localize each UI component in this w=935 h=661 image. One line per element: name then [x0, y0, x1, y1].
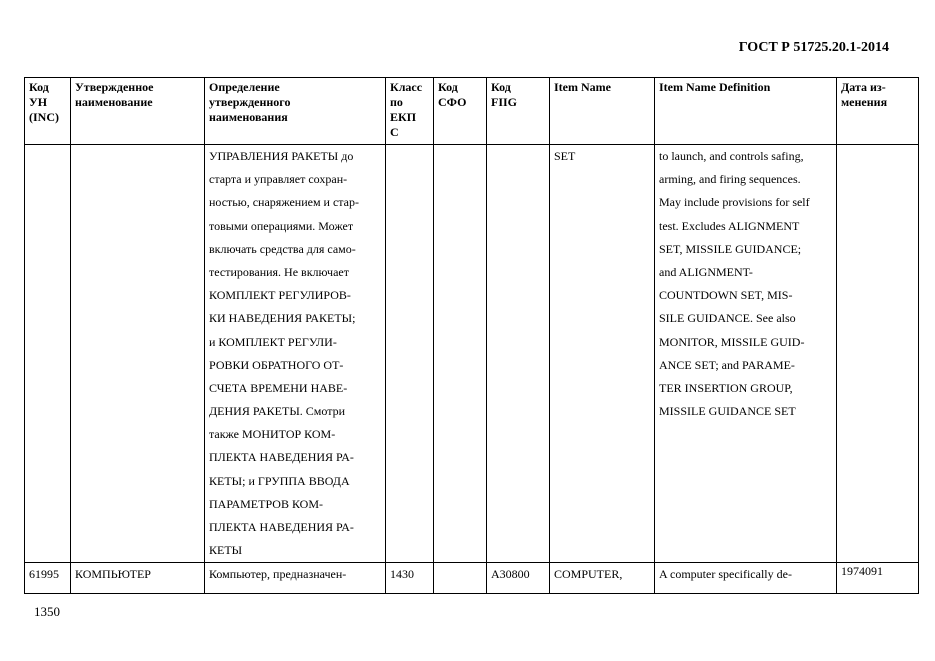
- cell-date: [837, 145, 919, 563]
- col-header-class: Класс по ЕКП С: [386, 78, 434, 145]
- table-header-row: [25, 78, 919, 145]
- cell-approved-name: КОМПЬЮТЕР: [71, 563, 205, 594]
- nomenclature-table: [24, 77, 919, 594]
- cell-definition-ru: УПРАВЛЕНИЯ РАКЕТЫ до старта и управляет сохран- ностью, снаряжением и стар- товыми операциями. Может включать средства для само- тестирования. Не включает КОМПЛЕКТ РЕГУЛИРОВ- КИ НАВЕДЕНИЯ РАКЕТЫ; и КОМПЛЕКТ РЕГУЛИ- РОВКИ ОБРАТНОГО ОТ- СЧЕТА ВРЕМЕНИ НАВЕ- ДЕНИЯ РАКЕТЫ. Смотри также МОНИТОР КОМ- ПЛЕКТА НАВЕДЕНИЯ РА- КЕТЫ; и ГРУППА ВВОДА ПАРАМЕТРОВ КОМ- ПЛЕКТА НАВЕДЕНИЯ РА- КЕТЫ: [205, 145, 386, 563]
- col-header-approved-name: Утвержденное наименование: [71, 78, 205, 145]
- document-code: ГОСТ Р 51725.20.1-2014: [738, 40, 889, 55]
- cell-class: [386, 145, 434, 563]
- col-header-inc: Код УН (INC): [25, 78, 71, 145]
- cell-fiig: A30800: [487, 563, 550, 594]
- cell-inc: 61995: [25, 563, 71, 594]
- col-header-date: Дата из- менения: [837, 78, 919, 145]
- col-header-item-name: Item Name: [550, 78, 655, 145]
- table-row: [25, 145, 919, 563]
- cell-definition-en: to launch, and controls safing, arming, and firing sequences. May include provisions for self test. Excludes ALIGNMENT SET, MISSILE GUIDANCE; and ALIGNMENT- COUNTDOWN SET, MIS- SILE GUIDANCE. See also MONITOR, MISSILE GUID- ANCE SET; and PARAME- TER INSERTION GROUP, MISSILE GUIDANCE SET: [655, 145, 837, 563]
- col-header-definition: Определение утвержденного наименования: [205, 78, 386, 145]
- cell-definition-en: A computer specifically de-: [655, 563, 837, 594]
- cell-item-name: SET: [550, 145, 655, 563]
- cell-item-name: COMPUTER,: [550, 563, 655, 594]
- cell-sfo: [434, 145, 487, 563]
- col-header-item-definition: Item Name Definition: [655, 78, 837, 145]
- cell-fiig: [487, 145, 550, 563]
- cell-approved-name: [71, 145, 205, 563]
- cell-class: 1430: [386, 563, 434, 594]
- cell-inc: [25, 145, 71, 563]
- cell-sfo: [434, 563, 487, 594]
- cell-date: 1974091: [837, 563, 919, 594]
- table-row: [25, 563, 919, 594]
- col-header-sfo: Код СФО: [434, 78, 487, 145]
- page-number: 1350: [34, 604, 60, 619]
- cell-definition-ru: Компьютер, предназначен-: [205, 563, 386, 594]
- col-header-fiig: Код FIIG: [487, 78, 550, 145]
